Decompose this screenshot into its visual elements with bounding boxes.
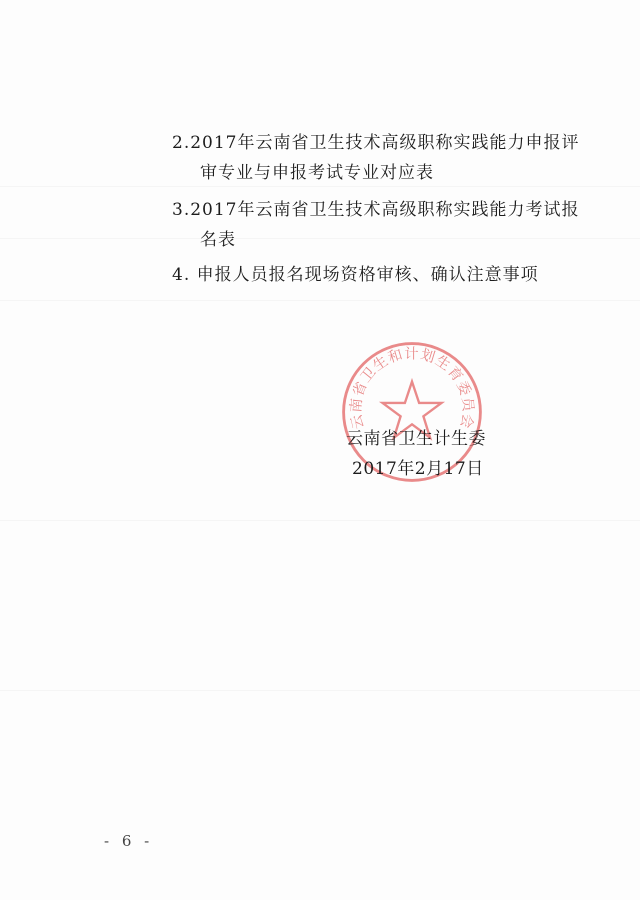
- page-number: - 6 -: [104, 832, 154, 850]
- issuing-organization: 云南省卫生计生委: [346, 429, 486, 449]
- svg-text:云南省卫生和计划生育委员会: [347, 345, 476, 430]
- attachment-3-line-2: 名表: [200, 230, 236, 250]
- attachment-3-line-1: 3.2017年云南省卫生技术高级职称实践能力考试报: [172, 200, 580, 220]
- bleed-through-line: [0, 520, 640, 521]
- attachment-4-line-1: 4. 申报人员报名现场资格审核、确认注意事项: [172, 265, 539, 285]
- bleed-through-line: [0, 300, 640, 301]
- attachment-2-line-2: 审专业与申报考试专业对应表: [200, 163, 434, 183]
- seal-text: 云南省卫生和计划生育委员会: [348, 346, 476, 431]
- bleed-through-line: [0, 186, 640, 187]
- attachment-2-line-1: 2.2017年云南省卫生技术高级职称实践能力申报评: [172, 133, 580, 153]
- bleed-through-line: [0, 238, 640, 239]
- bleed-through-line: [0, 690, 640, 691]
- issue-date: 2017年2月17日: [352, 459, 484, 479]
